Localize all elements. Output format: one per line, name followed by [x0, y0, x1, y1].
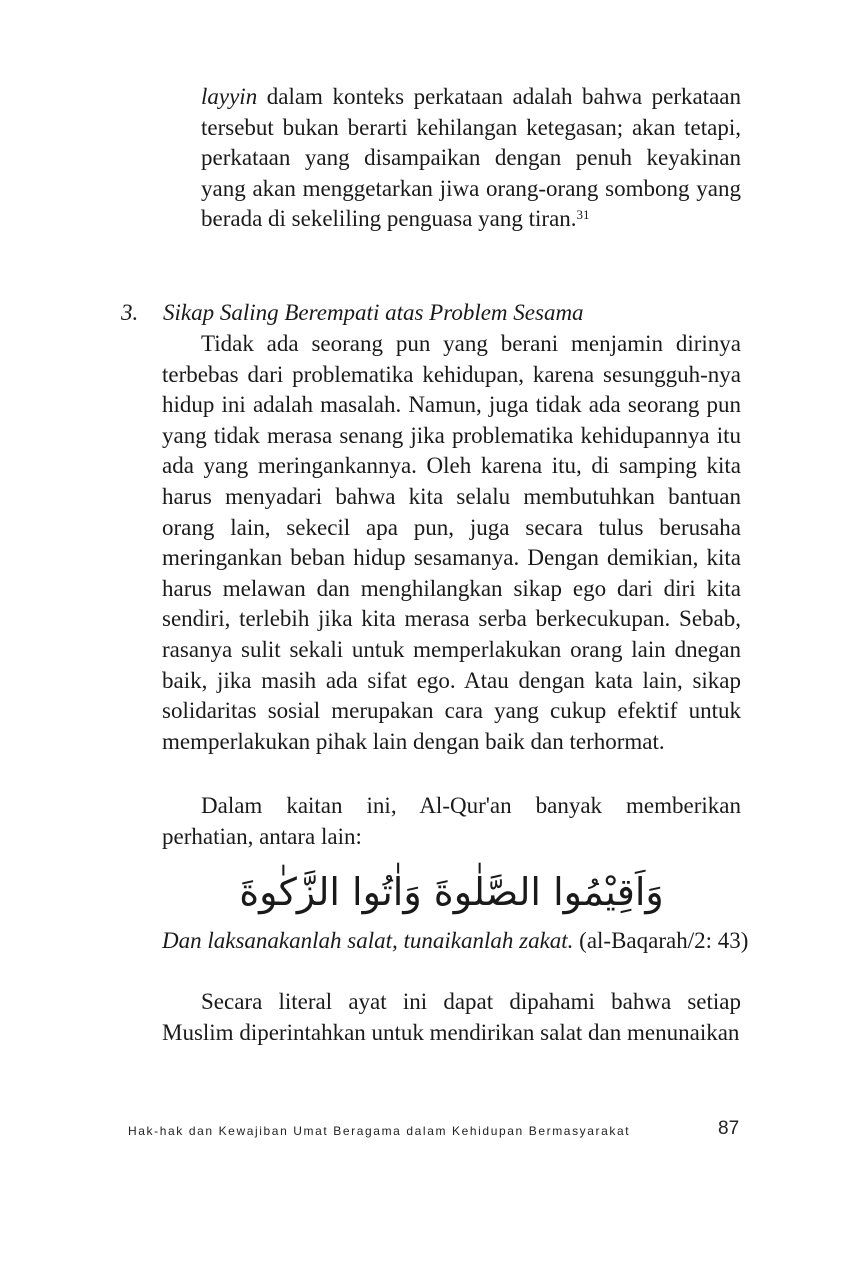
verse-reference: (al-Baqarah/2: 43)	[573, 928, 749, 953]
paragraph-literal: Secara literal ayat ini dapat dipahami bahwa setiap Muslim diperintahkan untuk mendirikan salat dan menunaikan	[162, 989, 741, 1045]
paragraph-layyin	[201, 82, 741, 235]
arabic-verse: وَاَقِيْمُوا الصَّلٰوةَ وَاٰتُوا الزَّكٰوةَ	[239, 870, 664, 914]
page-number: 87	[718, 1118, 740, 1139]
footnote-marker[interactable]: 31	[576, 207, 590, 223]
section-heading	[121, 298, 741, 329]
paragraph-text: dalam konteks perkataan adalah bahwa perkataan tersebut bukan berarti kehilangan ketegasan; akan tetapi, perkataan yang disampaikan dengan penuh keyakinan yang akan menggetarkan jiwa orang-orang sombong yang berada di sekeliling penguasa yang tiran.	[201, 84, 741, 232]
paragraph-empathy: Tidak ada seorang pun yang berani menjamin dirinya terbebas dari problematika kehidupan, karena sesungguh-nya hidup ini adalah masalah. Namun, juga tidak ada seorang pun yang tidak merasa senang jika problematika kehidupannya itu ada yang meringankannya. Oleh karena itu, di samping kita harus menyadari bahwa kita selalu membutuhkan bantuan orang lain, sekecil apa pun, juga secara tulus berusaha meringankan beban hidup sesamanya. Dengan demikian, kita harus melawan dan menghilangkan sikap ego dari diri kita sendiri, terlebih jika kita merasa serba berkecukupan. Sebab, rasanya sulit sekali untuk memperlakukan orang lain dnegan baik, jika masih ada sifat ego. Atau dengan kata lain, sikap solidaritas sosial merupakan cara yang cukup efektif untuk memperlakukan pihak lain dengan baik dan terhormat.	[162, 331, 741, 754]
verse-translation	[162, 926, 762, 957]
running-footer: Hak-hak dan Kewajiban Umat Beragama dalam Kehidupan Bermasyarakat	[128, 1124, 631, 1138]
translation-text: Dan laksanakanlah salat, tunaikanlah zakat.	[162, 928, 574, 953]
paragraph-quran-intro: Dalam kaitan ini, Al-Qur'an banyak memberikan perhatian, antara lain:	[162, 793, 741, 849]
italic-term: layyin	[201, 84, 258, 109]
section-number: 3.	[121, 300, 139, 325]
section-title: Sikap Saling Berempati atas Problem Sesama	[163, 300, 584, 325]
